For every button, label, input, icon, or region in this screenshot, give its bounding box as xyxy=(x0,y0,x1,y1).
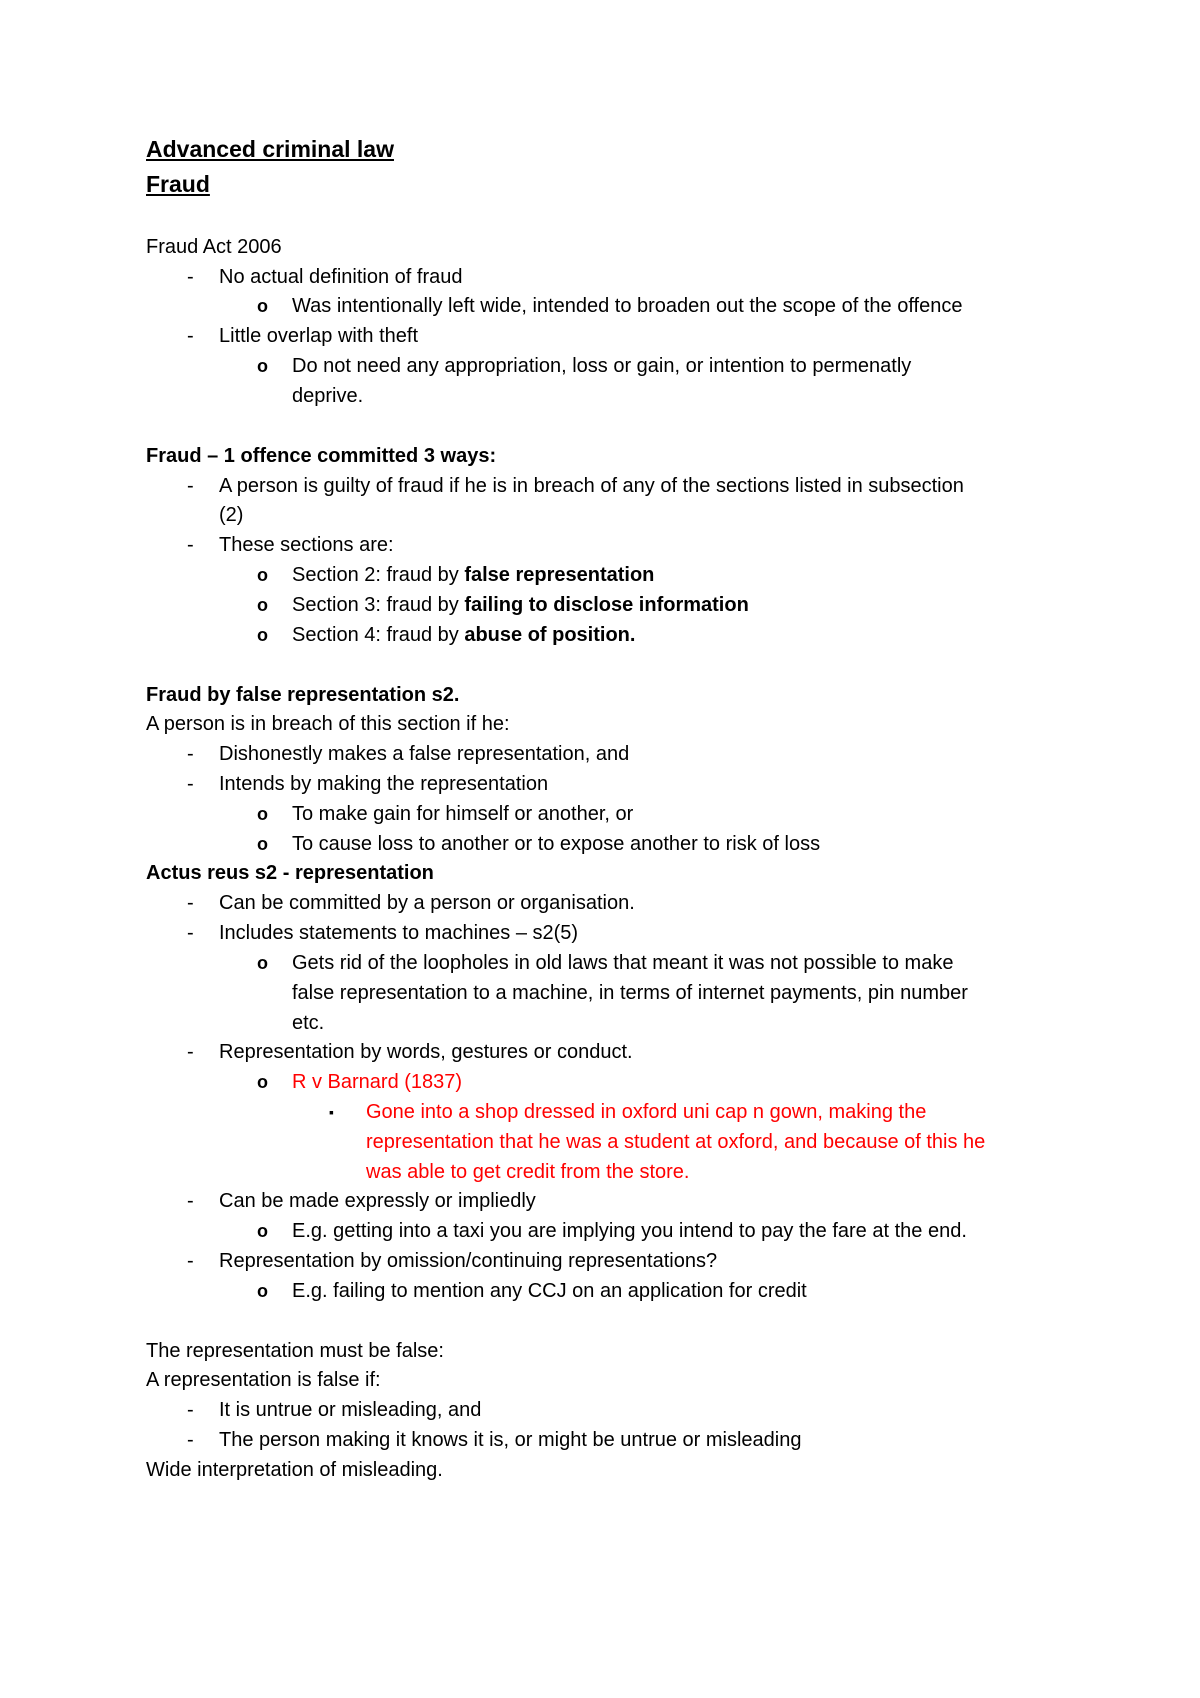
dash-bullet-icon: - xyxy=(187,892,194,914)
text-run: Section 2: fraud by xyxy=(292,564,465,586)
text-run: Fraud Act 2006 xyxy=(146,236,282,258)
line-text xyxy=(219,1247,717,1275)
dash-bullet-icon: - xyxy=(187,475,194,497)
line-text xyxy=(292,830,820,858)
text-line xyxy=(0,531,1200,559)
line-text xyxy=(219,1187,536,1215)
text-line xyxy=(0,949,1200,977)
dash-bullet-icon: - xyxy=(187,773,194,795)
text-run: deprive. xyxy=(292,385,364,407)
line-text xyxy=(219,472,964,500)
dash-bullet-icon: - xyxy=(187,1250,194,1272)
text-run: E.g. getting into a taxi you are implying you intend to pay the fare at the end. xyxy=(292,1220,967,1242)
text-run: The representation must be false: xyxy=(146,1340,444,1362)
text-line xyxy=(0,501,1200,529)
text-line xyxy=(0,263,1200,291)
text-run: Section 3: fraud by xyxy=(292,594,465,616)
text-line xyxy=(0,919,1200,947)
text-line xyxy=(0,1247,1200,1275)
circle-bullet-icon: o xyxy=(257,834,268,854)
text-run: To cause loss to another or to expose another to risk of loss xyxy=(292,833,821,855)
text-run: A person is guilty of fraud if he is in breach of any of the sections listed in subsection xyxy=(219,475,964,497)
text-run: Can be committed by a person or organisation. xyxy=(219,892,635,914)
text-run: Gone into a shop dressed in oxford uni cap n gown, making the xyxy=(366,1101,927,1123)
line-text xyxy=(219,919,578,947)
text-run: The person making it knows it is, or might be untrue or misleading xyxy=(219,1429,802,1451)
line-text xyxy=(292,800,633,828)
text-line xyxy=(0,1277,1200,1305)
line-text xyxy=(292,1009,324,1037)
text-run: abuse of position. xyxy=(464,624,636,646)
text-line xyxy=(0,1366,1200,1394)
text-line xyxy=(0,800,1200,828)
circle-bullet-icon: o xyxy=(257,953,268,973)
line-text xyxy=(219,322,418,350)
text-run: Representation by omission/continuing representations? xyxy=(219,1250,718,1272)
text-line xyxy=(0,561,1200,589)
text-run: Was intentionally left wide, intended to broaden out the scope of the offence xyxy=(292,295,963,317)
text-line xyxy=(0,889,1200,917)
line-text xyxy=(146,1337,444,1365)
line-text xyxy=(292,561,654,589)
text-line xyxy=(0,591,1200,619)
line-text xyxy=(146,233,282,261)
line-text xyxy=(292,621,635,649)
text-run: representation that he was a student at oxford, and because of this he xyxy=(366,1131,986,1153)
text-run: Little overlap with theft xyxy=(219,325,418,347)
line-text xyxy=(219,770,548,798)
text-line xyxy=(0,472,1200,500)
text-run: Advanced criminal law xyxy=(146,136,394,162)
dash-bullet-icon: - xyxy=(187,743,194,765)
circle-bullet-icon: o xyxy=(257,625,268,645)
text-run: Fraud by false representation s2. xyxy=(146,684,460,706)
line-text xyxy=(146,710,510,738)
text-line xyxy=(0,442,1200,470)
text-line xyxy=(0,1068,1200,1096)
line-text xyxy=(219,263,463,291)
text-run: Section 4: fraud by xyxy=(292,624,465,646)
line-text xyxy=(366,1098,926,1126)
text-line xyxy=(0,382,1200,410)
line-text xyxy=(292,591,749,619)
text-line xyxy=(0,1426,1200,1454)
text-run: E.g. failing to mention any CCJ on an application for credit xyxy=(292,1280,807,1302)
text-run: false representation xyxy=(464,564,655,586)
dash-bullet-icon: - xyxy=(187,325,194,347)
circle-bullet-icon: o xyxy=(257,804,268,824)
circle-bullet-icon: o xyxy=(257,1221,268,1241)
dash-bullet-icon: - xyxy=(187,1399,194,1421)
document-title xyxy=(146,170,210,198)
dash-bullet-icon: - xyxy=(187,1190,194,1212)
line-text xyxy=(219,501,243,529)
text-line xyxy=(0,1456,1200,1484)
line-text xyxy=(219,531,394,559)
text-run: Can be made expressly or impliedly xyxy=(219,1190,536,1212)
text-run: A person is in breach of this section if he: xyxy=(146,713,510,735)
section-heading xyxy=(146,859,434,887)
text-run: Dishonestly makes a false representation, and xyxy=(219,743,630,765)
section-heading xyxy=(146,681,459,709)
text-line xyxy=(0,170,1200,198)
section-heading xyxy=(146,442,496,470)
text-run: No actual definition of fraud xyxy=(219,266,463,288)
text-run: Actus reus s2 - representation xyxy=(146,862,434,884)
line-text xyxy=(292,979,968,1007)
text-run: failing to disclose information xyxy=(464,594,749,616)
text-line xyxy=(0,292,1200,320)
text-line xyxy=(0,859,1200,887)
text-run: Wide interpretation of misleading. xyxy=(146,1459,443,1481)
text-run: It is untrue or misleading, and xyxy=(219,1399,482,1421)
dash-bullet-icon: - xyxy=(187,1429,194,1451)
text-run: Do not need any appropriation, loss or gain, or intention to permenatly xyxy=(292,355,912,377)
dash-bullet-icon: - xyxy=(187,922,194,944)
text-run: Gets rid of the loopholes in old laws that meant it was not possible to make xyxy=(292,952,954,974)
line-text xyxy=(292,1068,462,1096)
text-line xyxy=(0,681,1200,709)
text-run: R v Barnard (1837) xyxy=(292,1071,463,1093)
dash-bullet-icon: - xyxy=(187,266,194,288)
text-line xyxy=(0,1128,1200,1156)
text-run: (2) xyxy=(219,504,244,526)
text-run: Includes statements to machines – s2(5) xyxy=(219,922,579,944)
circle-bullet-icon: o xyxy=(257,296,268,316)
circle-bullet-icon: o xyxy=(257,595,268,615)
text-line xyxy=(0,352,1200,380)
line-text xyxy=(219,1038,633,1066)
line-text xyxy=(366,1158,690,1186)
line-text xyxy=(219,1396,481,1424)
line-text xyxy=(146,1366,381,1394)
line-text xyxy=(292,1217,967,1245)
text-line xyxy=(0,1396,1200,1424)
line-text xyxy=(219,1426,802,1454)
text-run: etc. xyxy=(292,1012,325,1034)
text-line xyxy=(0,740,1200,768)
text-line xyxy=(0,1337,1200,1365)
line-text xyxy=(292,292,962,320)
text-line xyxy=(0,621,1200,649)
text-line xyxy=(0,1038,1200,1066)
text-run: Fraud xyxy=(146,171,210,197)
text-run: Intends by making the representation xyxy=(219,773,549,795)
text-run: false representation to a machine, in terms of internet payments, pin number xyxy=(292,982,968,1004)
text-run: was able to get credit from the store. xyxy=(366,1161,690,1183)
circle-bullet-icon: o xyxy=(257,1072,268,1092)
text-line xyxy=(0,1187,1200,1215)
document-title xyxy=(146,135,394,163)
text-line xyxy=(0,979,1200,1007)
text-line xyxy=(0,710,1200,738)
text-run: To make gain for himself or another, or xyxy=(292,803,634,825)
line-text xyxy=(219,740,629,768)
text-run: Fraud – 1 offence committed 3 ways: xyxy=(146,445,497,467)
text-line xyxy=(0,830,1200,858)
circle-bullet-icon: o xyxy=(257,1281,268,1301)
text-line xyxy=(0,1098,1200,1126)
text-run: These sections are: xyxy=(219,534,394,556)
text-line xyxy=(0,1009,1200,1037)
circle-bullet-icon: o xyxy=(257,356,268,376)
line-text xyxy=(146,1456,443,1484)
line-text xyxy=(219,889,635,917)
line-text xyxy=(292,1277,807,1305)
text-line xyxy=(0,770,1200,798)
circle-bullet-icon: o xyxy=(257,565,268,585)
line-text xyxy=(292,949,953,977)
text-line xyxy=(0,135,1200,163)
line-text xyxy=(366,1128,985,1156)
line-text xyxy=(292,382,363,410)
text-run: Representation by words, gestures or conduct. xyxy=(219,1041,633,1063)
dash-bullet-icon: - xyxy=(187,534,194,556)
text-run: A representation is false if: xyxy=(146,1369,381,1391)
square-bullet-icon: ▪ xyxy=(329,1104,334,1120)
text-line xyxy=(0,1217,1200,1245)
dash-bullet-icon: - xyxy=(187,1041,194,1063)
text-line xyxy=(0,322,1200,350)
text-line xyxy=(0,1158,1200,1186)
text-line xyxy=(0,233,1200,261)
line-text xyxy=(292,352,911,380)
